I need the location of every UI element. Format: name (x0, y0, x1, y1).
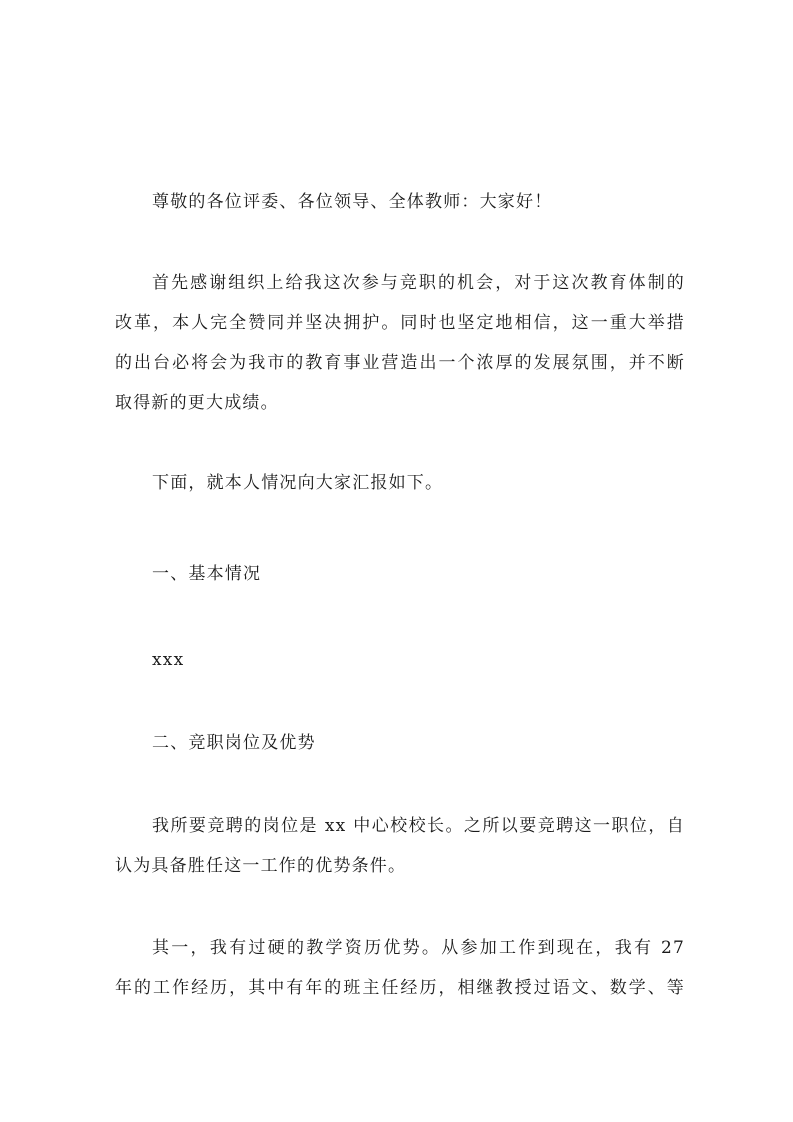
advantage-one-paragraph-line-2: 年的工作经历，其中有年的班主任经历，相继教授过语文、数学、等 (115, 978, 685, 998)
report-paragraph-line: 下面，就本人情况向大家汇报如下。 (152, 473, 444, 493)
intro-paragraph-line-4: 取得新的更大成绩。 (115, 393, 279, 413)
position-paragraph-line-1: 我所要竞聘的岗位是 xx 中心校校长。之所以要竞聘这一职位，自 (152, 816, 685, 836)
position-paragraph-line-2: 认为具备胜任这一工作的优势条件。 (115, 856, 407, 876)
intro-paragraph-line-1: 首先感谢组织上给我这次参与竞职的机会，对于这次教育体制的 (152, 273, 685, 293)
intro-paragraph-line-2: 改革，本人完全赞同并坚决拥护。同时也坚定地相信，这一重大举措 (115, 313, 685, 333)
section-one-heading: 一、基本情况 (152, 564, 262, 584)
section-one-body: xxx (152, 650, 185, 670)
section-two-heading: 二、竞职岗位及优势 (152, 733, 316, 753)
greeting-line: 尊敬的各位评委、各位领导、全体教师：大家好！ (152, 192, 553, 212)
advantage-one-paragraph-line-1: 其一，我有过硬的教学资历优势。从参加工作到现在，我有 27 (152, 938, 685, 958)
intro-paragraph-line-3: 的出台必将会为我市的教育事业营造出一个浓厚的发展氛围，并不断 (115, 353, 685, 373)
